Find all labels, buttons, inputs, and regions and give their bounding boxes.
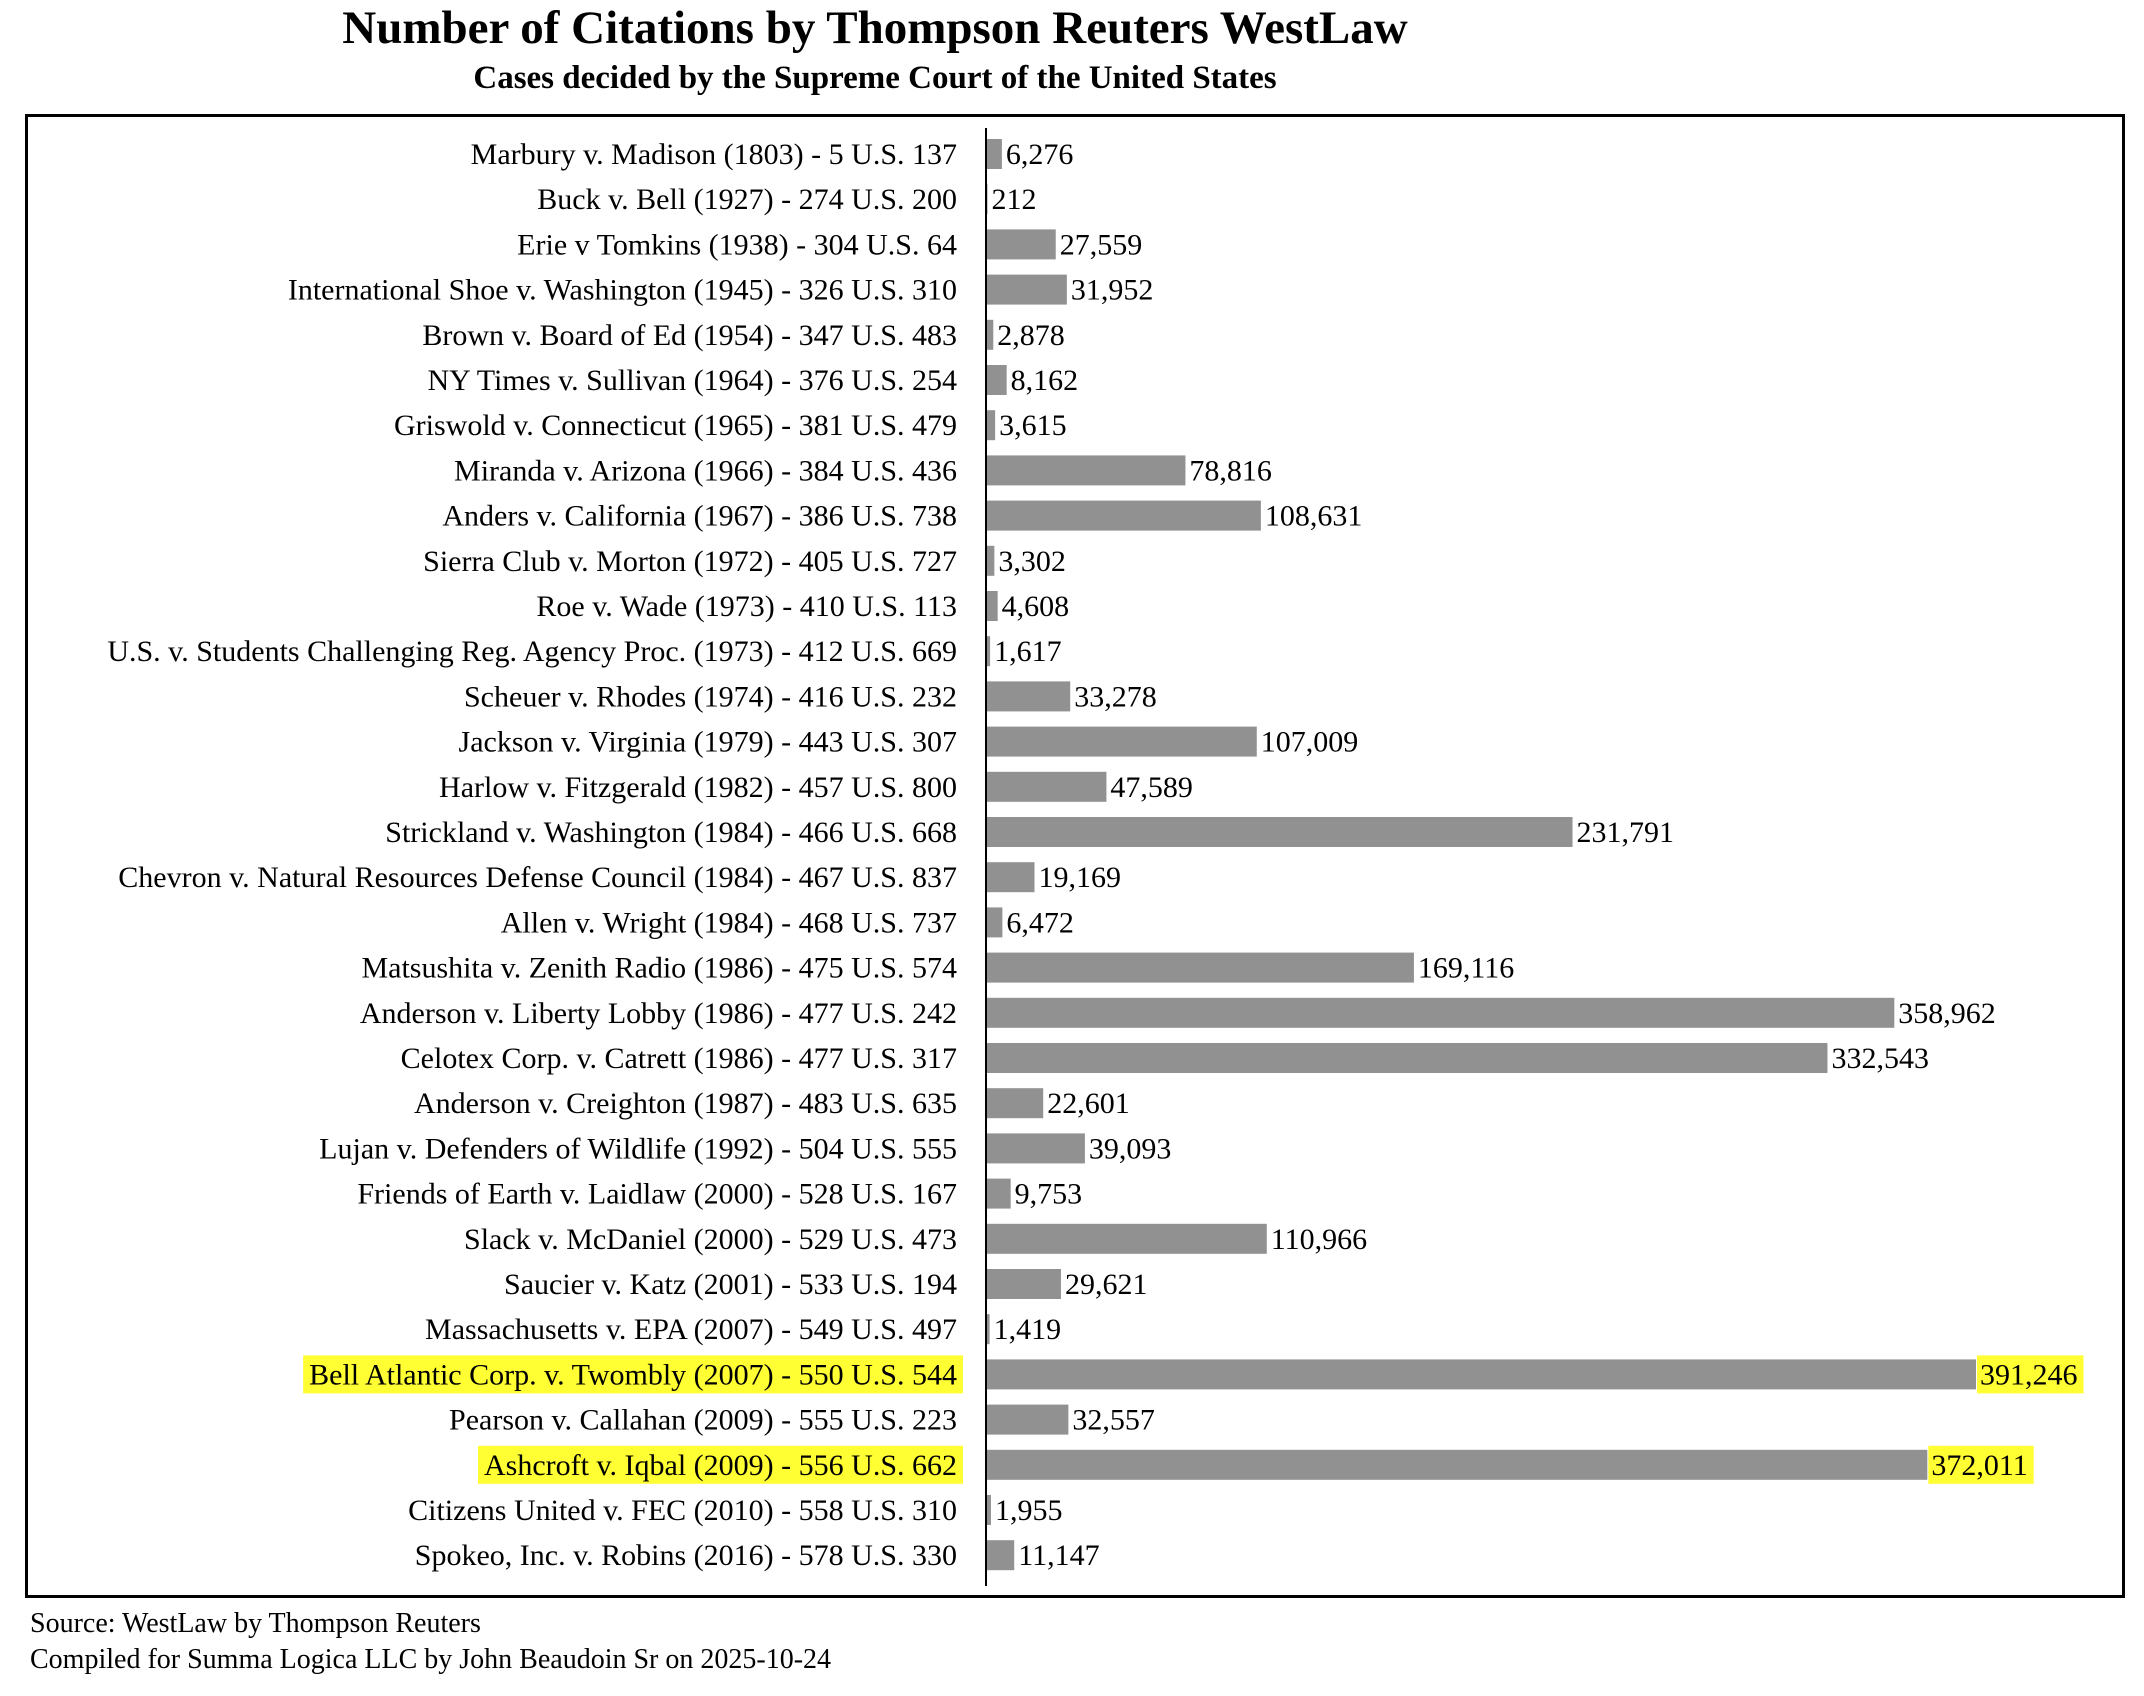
bar	[986, 681, 1070, 711]
value-label: 22,601	[1047, 1087, 1130, 1121]
bar	[986, 546, 994, 576]
value-label: 4,608	[1001, 590, 1070, 623]
bar	[986, 591, 998, 621]
value-label: 39,093	[1088, 1132, 1172, 1166]
bar	[986, 1450, 1927, 1480]
category-label: Citizens United v. FEC (2010) - 558 U.S. 310	[408, 1494, 957, 1527]
bar	[986, 727, 1257, 757]
category-label: Slack v. McDaniel (2000) - 529 U.S. 473	[464, 1222, 957, 1256]
category-label: Spokeo, Inc. v. Robins (2016) - 578 U.S. 330	[414, 1539, 957, 1573]
value-label: 6,472	[1006, 906, 1074, 940]
category-label: Anderson v. Creighton (1987) - 483 U.S. 635	[413, 1087, 957, 1121]
category-label: Roe v. Wade (1973) - 410 U.S. 113	[536, 590, 957, 623]
bar	[986, 501, 1261, 531]
category-label: Pearson v. Callahan (2009) - 555 U.S. 223	[449, 1403, 957, 1437]
value-label: 1,419	[993, 1313, 1062, 1347]
category-label: Matsushita v. Zenith Radio (1986) - 475 U.S. 574	[361, 951, 957, 985]
value-label: 108,631	[1264, 499, 1363, 533]
category-label: Anders v. California (1967) - 386 U.S. 738	[442, 499, 957, 533]
bar	[986, 1269, 1061, 1299]
value-label: 372,011	[1931, 1448, 2028, 1482]
bar	[986, 1088, 1043, 1118]
category-label: Ashcroft v. Iqbal (2009) - 556 U.S. 662	[484, 1448, 957, 1482]
bar	[986, 907, 1002, 937]
value-label: 19,169	[1038, 861, 1122, 895]
value-label: 78,816	[1189, 454, 1272, 488]
chart-title: Number of Citations by Thompson Reuters WestLaw	[342, 2, 1408, 54]
value-label: 9,753	[1014, 1177, 1083, 1211]
value-label: 47,589	[1110, 770, 1193, 804]
source-note: Source: WestLaw by Thompson Reuters	[30, 1608, 481, 1639]
category-label: Friends of Earth v. Laidlaw (2000) - 528 U.S. 167	[357, 1177, 957, 1211]
category-label: Bell Atlantic Corp. v. Twombly (2007) - 550 U.S. 544	[309, 1358, 957, 1392]
value-label: 107,009	[1260, 725, 1359, 759]
category-label: Brown v. Board of Ed (1954) - 347 U.S. 483	[422, 318, 957, 352]
value-label: 33,278	[1074, 680, 1157, 714]
category-label: Chevron v. Natural Resources Defense Council (1984) - 467 U.S. 837	[118, 861, 957, 895]
value-label: 110,966	[1270, 1222, 1368, 1256]
category-label: Strickland v. Washington (1984) - 466 U.S. 668	[385, 816, 957, 849]
value-label: 6,276	[1005, 138, 1074, 171]
bar	[986, 1224, 1267, 1254]
category-label: Allen v. Wright (1984) - 468 U.S. 737	[500, 906, 957, 940]
bar	[986, 862, 1035, 892]
value-label: 1,617	[994, 635, 1062, 669]
value-label: 2,878	[997, 318, 1065, 352]
bar	[986, 1540, 1014, 1570]
value-label: 27,559	[1059, 228, 1143, 262]
bar	[986, 1179, 1011, 1209]
bar	[986, 139, 1002, 169]
value-label: 1,955	[994, 1494, 1063, 1527]
category-label: Harlow v. Fitzgerald (1982) - 457 U.S. 800	[439, 770, 957, 804]
category-label: Anderson v. Liberty Lobby (1986) - 477 U.S. 242	[359, 996, 957, 1030]
value-label: 3,615	[999, 409, 1067, 443]
bar	[986, 1405, 1068, 1435]
value-label: 212	[991, 183, 1037, 217]
category-label: Buck v. Bell (1927) - 274 U.S. 200	[537, 183, 957, 217]
category-label: Saucier v. Katz (2001) - 533 U.S. 194	[504, 1268, 957, 1301]
value-label: 8,162	[1010, 364, 1079, 397]
bar	[986, 1043, 1827, 1073]
value-label: 3,302	[998, 544, 1066, 578]
bar	[986, 365, 1007, 395]
bar	[986, 1359, 1976, 1389]
category-label: International Shoe v. Washington (1945) - 326 U.S. 310	[287, 273, 957, 307]
bar	[986, 410, 995, 440]
category-label: Massachusetts v. EPA (2007) - 549 U.S. 497	[425, 1313, 957, 1347]
bar	[986, 275, 1067, 305]
bar	[986, 455, 1185, 485]
bar	[986, 229, 1056, 259]
category-label: Celotex Corp. v. Catrett (1986) - 477 U.S. 317	[400, 1042, 957, 1075]
category-label: Griswold v. Connecticut (1965) - 381 U.S. 479	[394, 409, 957, 443]
value-label: 391,246	[1980, 1358, 2078, 1392]
category-label: Lujan v. Defenders of Wildlife (1992) - 504 U.S. 555	[319, 1132, 957, 1166]
value-label: 169,116	[1417, 951, 1515, 985]
category-label: Sierra Club v. Morton (1972) - 405 U.S. 727	[423, 544, 957, 578]
bar	[986, 953, 1414, 983]
value-label: 29,621	[1064, 1268, 1148, 1301]
value-label: 31,952	[1070, 273, 1154, 307]
bar	[986, 320, 993, 350]
value-label: 358,962	[1898, 996, 1996, 1030]
category-label: Marbury v. Madison (1803) - 5 U.S. 137	[470, 138, 957, 171]
category-label: U.S. v. Students Challenging Reg. Agency Proc. (1973) - 412 U.S. 669	[107, 635, 957, 669]
value-label: 11,147	[1018, 1539, 1100, 1573]
bar	[986, 772, 1106, 802]
bar	[986, 817, 1573, 847]
value-label: 231,791	[1576, 816, 1675, 849]
bar	[986, 1133, 1085, 1163]
bar	[986, 998, 1894, 1028]
value-label: 332,543	[1831, 1042, 1929, 1075]
category-label: Erie v Tomkins (1938) - 304 U.S. 64	[517, 228, 957, 262]
category-label: NY Times v. Sullivan (1964) - 376 U.S. 254	[427, 364, 957, 397]
category-label: Jackson v. Virginia (1979) - 443 U.S. 307	[458, 725, 957, 759]
value-label: 32,557	[1072, 1403, 1155, 1437]
chart-subtitle: Cases decided by the Supreme Court of the United States	[473, 60, 1277, 96]
category-label: Scheuer v. Rhodes (1974) - 416 U.S. 232	[464, 680, 957, 714]
category-label: Miranda v. Arizona (1966) - 384 U.S. 436	[454, 454, 957, 488]
compiled-note: Compiled for Summa Logica LLC by John Beaudoin Sr on 2025-10-24	[30, 1644, 832, 1675]
